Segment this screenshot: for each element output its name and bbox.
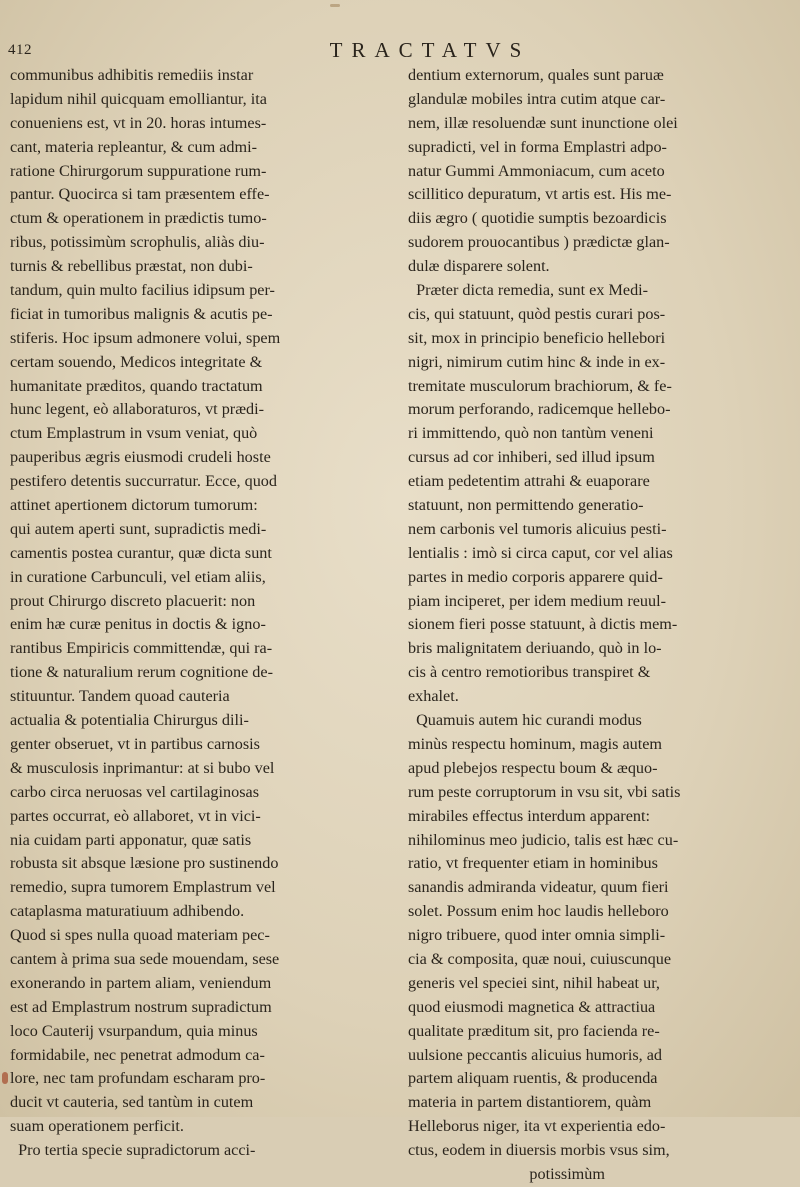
text-line: glandulæ mobiles intra cutim atque car- <box>408 89 666 108</box>
text-line: hunc legent, eò allaboraturos, vt prædi- <box>10 400 264 419</box>
text-line: diis ægro ( quotidie sumptis bezoardicis <box>408 209 667 228</box>
text-line: morum perforando, radicemque hellebo- <box>408 400 671 419</box>
text-line: & musculosis inprimantur: at si bubo vel <box>10 758 275 777</box>
text-line: prout Chirurgo discreto placuerit: non <box>10 591 256 610</box>
text-line: exonerando in partem aliam, veniendum <box>10 973 272 992</box>
text-line: sionem fieri posse statuunt, à dictis mem- <box>408 615 678 634</box>
text-line: remedio, supra tumorem Emplastrum vel <box>10 878 276 897</box>
text-line: cia & composita, quæ noui, cuiuscunque <box>408 949 671 968</box>
text-line: attinet apertionem dictorum tumorum: <box>10 496 258 515</box>
text-line: Præter dicta remedia, sunt ex Medi- <box>408 281 649 300</box>
text-line: partem aliquam ruentis, & producenda <box>408 1069 658 1088</box>
text-line: Quamuis autem hic curandi modus <box>408 711 642 730</box>
text-line: sudorem prouocantibus ) prædictæ glan- <box>408 233 670 252</box>
text-line: partes in medio corporis apparere quid- <box>408 567 663 586</box>
text-line: solet. Possum enim hoc laudis helleboro <box>408 902 669 921</box>
text-line: nia cuidam parti apponatur, quæ satis <box>10 830 252 849</box>
text-line: ribus, potissimùm scrophulis, aliàs diu- <box>10 233 265 252</box>
text-line: rum peste corruptorum in vsu sit, vbi satis <box>408 782 681 801</box>
text-line: qui autem aperti sunt, supradictis medi- <box>10 519 267 538</box>
text-line: stituuntur. Tandem quoad cauteria <box>10 687 230 706</box>
text-line: certam souendo, Medicos integritate & <box>10 352 263 371</box>
text-line: nem carbonis vel tumoris alicuius pesti- <box>408 519 667 538</box>
text-line: nigro tribuere, quod inter omnia simpli- <box>408 926 666 945</box>
text-line: materia in partem distantiorem, quàm <box>408 1093 652 1112</box>
text-line: etiam pedetentim attrahi & euaporare <box>408 472 650 491</box>
text-line: statuunt, non permittendo generatio- <box>408 496 644 515</box>
text-line: ratione Chirurgorum suppuratione rum- <box>10 161 267 180</box>
text-line: potissimùm <box>408 1164 605 1183</box>
text-line: tandum, quin multo facilius idipsum per- <box>10 281 275 300</box>
text-line: formidabile, nec penetrat admodum ca- <box>10 1045 265 1064</box>
text-line: actualia & potentialia Chirurgus dili- <box>10 711 249 730</box>
text-line: cursus ad cor inhiberi, sed illud ipsum <box>408 448 655 467</box>
text-line: sit, mox in principio beneficio hellebori <box>408 328 666 347</box>
text-line: dulæ disparere solent. <box>408 257 550 276</box>
text-line: supradicti, vel in forma Emplastri adpo- <box>408 137 667 156</box>
text-line: cantem à prima sua sede mouendam, sese <box>10 949 280 968</box>
text-line: conueniens est, vt in 20. horas intumes- <box>10 113 267 132</box>
text-line: lapidum nihil quicquam emolliantur, ita <box>10 89 267 108</box>
text-line: quod eiusmodi magnetica & attractiua <box>408 997 656 1016</box>
ink-stain <box>2 1072 8 1084</box>
text-line: robusta sit absque læsione pro sustinendo <box>10 854 279 873</box>
text-line: humanitate præditos, quando tractatum <box>10 376 263 395</box>
text-line: qualitate præditum sit, pro facienda re- <box>408 1021 660 1040</box>
text-line: sanandis admiranda videatur, quum fieri <box>408 878 669 897</box>
text-line: enim hæ curæ penitus in doctis & igno- <box>10 615 266 634</box>
text-line: camentis postea curantur, quæ dicta sunt <box>10 543 272 562</box>
text-line: nigri, nimirum cutim hinc & inde in ex- <box>408 352 666 371</box>
page-number: 412 <box>8 42 32 58</box>
text-line: natur Gummi Ammoniacum, cum aceto <box>408 161 665 180</box>
text-line: tione & naturalium rerum cognitione de- <box>10 663 273 682</box>
text-line: lore, nec tam profundam escharam pro- <box>10 1069 266 1088</box>
text-line: stiferis. Hoc ipsum admonere volui, spem <box>10 328 281 347</box>
paper-stain <box>330 4 340 7</box>
text-line: ducit vt cauteria, sed tantùm in cutem <box>10 1093 254 1112</box>
text-line: scillitico depuratum, vt artis est. His me- <box>408 185 672 204</box>
text-line: minùs respectu hominum, magis autem <box>408 734 663 753</box>
text-line: ctum Emplastrum in vsum veniat, quò <box>10 424 258 443</box>
text-line: lentialis : imò si circa caput, cor vel alias <box>408 543 673 562</box>
text-line: ratio, vt frequenter etiam in hominibus <box>408 854 658 873</box>
text-line: loco Cauterij vsurpandum, quia minus <box>10 1021 258 1040</box>
text-line: dentium externorum, quales sunt paruæ <box>408 66 664 84</box>
text-line: uulsione peccantis alicuius humoris, ad <box>408 1045 662 1064</box>
text-line: tremitate musculorum brachiorum, & fe- <box>408 376 672 395</box>
text-line: exhalet. <box>408 687 459 706</box>
text-line: cataplasma maturatiuum adhibendo. <box>10 902 245 921</box>
text-line: pauperibus ægris eiusmodi crudeli hoste <box>10 448 271 467</box>
text-line: partes occurrat, eò allaboret, vt in vici- <box>10 806 261 825</box>
text-line: ficiat in tumoribus malignis & acutis pe- <box>10 304 273 323</box>
text-line: Quod si spes nulla quoad materiam pec- <box>10 926 270 945</box>
text-line: rantibus Empiricis committendæ, qui ra- <box>10 639 273 658</box>
text-line: carbo circa neruosas vel cartilaginosas <box>10 782 259 801</box>
text-line: nem, illæ resoluendæ sunt inunctione olei <box>408 113 678 132</box>
text-line: est ad Emplastrum nostrum supradictum <box>10 997 272 1016</box>
text-line: nihilominus meo judicio, talis est hæc cu- <box>408 830 679 849</box>
text-line: suam operationem perficit. <box>10 1117 184 1136</box>
text-line: in curatione Carbunculi, vel etiam aliis, <box>10 567 266 586</box>
text-line: pestifero detentis succurratur. Ecce, quod <box>10 472 277 491</box>
text-line: ctum & operationem in prædictis tumo- <box>10 209 267 228</box>
text-line: Helleborus niger, ita vt experientia edo- <box>408 1117 666 1136</box>
running-title: TRACTATVS <box>329 38 531 62</box>
text-line: bris malignitatem deriuando, quò in lo- <box>408 639 662 658</box>
text-line: cant, materia repleantur, & cum admi- <box>10 137 258 156</box>
text-line: ctus, eodem in diuersis morbis vsus sim, <box>408 1141 670 1160</box>
text-line: pantur. Quocirca si tam præsentem effe- <box>10 185 270 204</box>
text-line: Pro tertia specie supradictorum acci- <box>10 1141 256 1160</box>
right-text-column <box>408 64 796 1187</box>
text-line: mirabiles effectus interdum apparent: <box>408 806 650 825</box>
text-line: turnis & rebellibus præstat, non dubi- <box>10 257 253 276</box>
text-line: piam inciperet, per idem medium reuul- <box>408 591 667 610</box>
text-line: generis vel speciei sint, nihil habeat ur, <box>408 973 660 992</box>
text-line: genter obseruet, vt in partibus carnosis <box>10 734 260 753</box>
left-text-column <box>10 64 390 1163</box>
text-line: communibus adhibitis remediis instar <box>10 66 254 84</box>
text-line: cis à centro remotioribus transpiret & <box>408 663 651 682</box>
text-line: ri immittendo, quò non tantùm veneni <box>408 424 654 443</box>
text-line: apud plebejos respectu boum & æquo- <box>408 758 658 777</box>
text-line: cis, qui statuunt, quòd pestis curari pos- <box>408 304 666 323</box>
